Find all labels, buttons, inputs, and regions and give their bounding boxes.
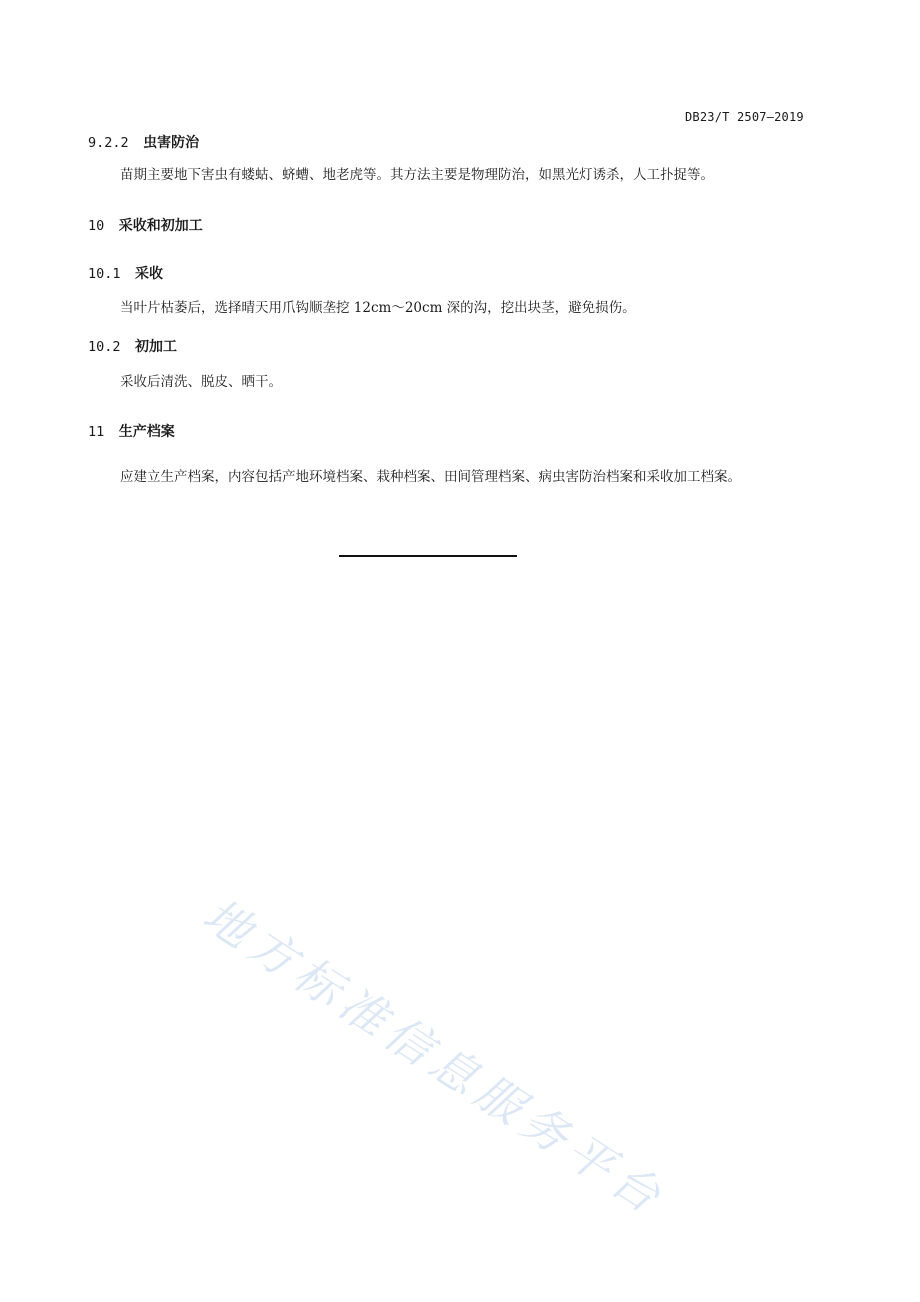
heading-number: 10 xyxy=(88,218,105,234)
heading-11 xyxy=(88,421,175,441)
heading-title: 采收 xyxy=(134,266,163,282)
heading-title: 生产档案 xyxy=(118,424,175,440)
heading-title: 虫害防治 xyxy=(143,135,200,151)
heading-title: 采收和初加工 xyxy=(118,218,203,234)
end-rule xyxy=(339,555,517,557)
document-code: DB23/T 2507—2019 xyxy=(685,110,804,124)
heading-number: 10.1 xyxy=(88,266,121,282)
paragraph-pest-control: 苗期主要地下害虫有蝼蛄、蛴螬、地老虎等。其方法主要是物理防治，如黑光灯诱杀，人工扑捉等。 xyxy=(120,167,714,183)
heading-10 xyxy=(88,215,203,235)
heading-number: 11 xyxy=(88,424,105,440)
heading-title: 初加工 xyxy=(134,339,177,355)
heading-number: 9.2.2 xyxy=(88,135,129,151)
heading-9-2-2 xyxy=(88,132,199,152)
heading-number: 10.2 xyxy=(88,339,121,355)
heading-10-2 xyxy=(88,336,177,356)
paragraph-processing: 采收后清洗、脱皮、晒干。 xyxy=(120,374,282,390)
paragraph-harvest: 当叶片枯萎后，选择晴天用爪钩顺垄挖 12cm～20cm 深的沟，挖出块茎，避免损伤。 xyxy=(120,300,636,316)
paragraph-production-records: 应建立生产档案，内容包括产地环境档案、栽种档案、田间管理档案、病虫害防治档案和采收加工档案。 xyxy=(120,469,741,485)
watermark: 地方标准信息服务平台 xyxy=(193,887,676,1227)
heading-10-1 xyxy=(88,263,163,283)
